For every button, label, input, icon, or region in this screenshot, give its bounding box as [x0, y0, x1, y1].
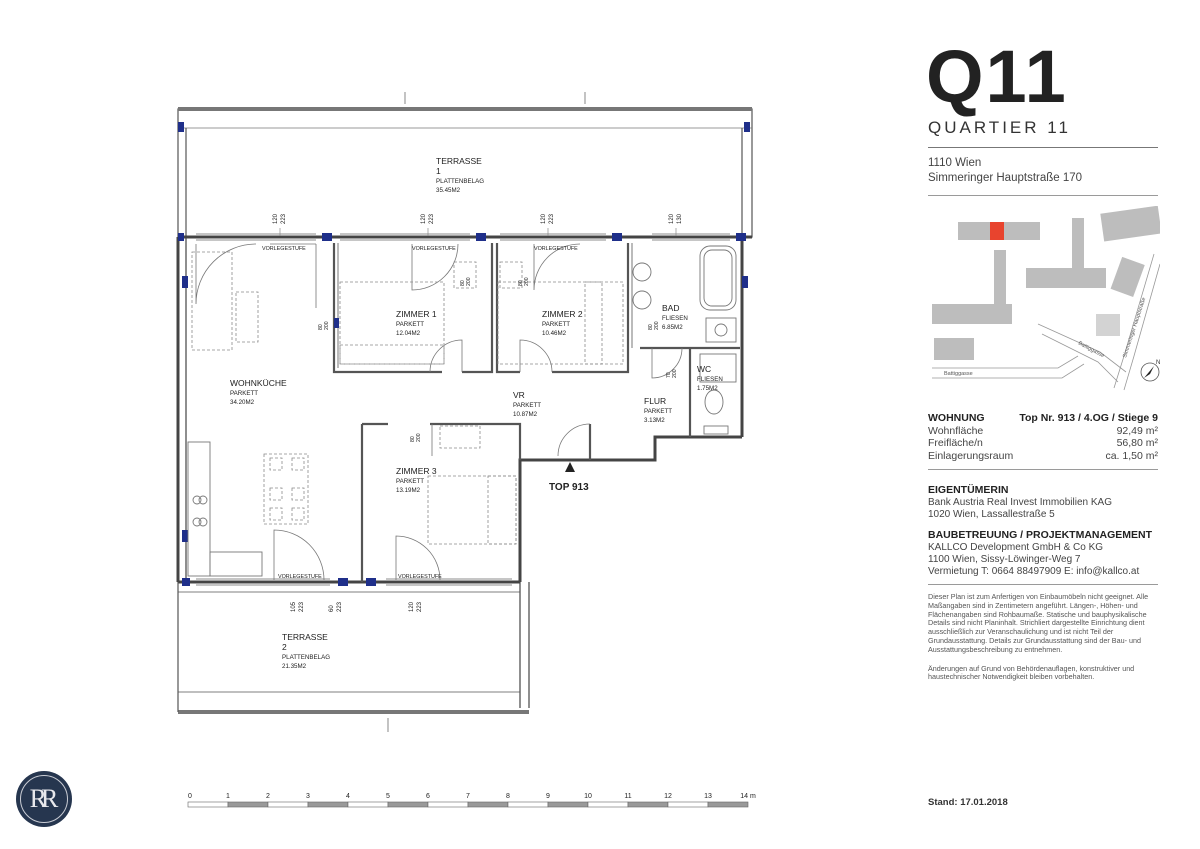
apartment-row: Freifläche/n 56,80 m²	[928, 437, 1158, 449]
room-area: 35.45M2	[436, 187, 461, 194]
scale-tick-label: 12	[664, 793, 672, 800]
owner-title: EIGENTÜMERIN	[928, 484, 1009, 496]
dim-value: 120	[421, 213, 427, 224]
step-label: VORLEGESTUFE	[412, 246, 456, 252]
room-floor: FLIESEN	[662, 315, 688, 322]
door-swings	[196, 244, 682, 580]
door-dim: 200	[654, 321, 660, 330]
scale-segment	[548, 802, 588, 807]
scale-segment	[628, 802, 668, 807]
room-floor: PARKETT	[542, 321, 571, 328]
management-line: Vermietung T: 0664 88497909 E: info@kallco.at	[928, 566, 1140, 577]
site-map-street-main: Simmeringer Hauptstraße	[1122, 296, 1148, 359]
room-area: 12.04M2	[396, 330, 421, 337]
divider	[928, 584, 1158, 585]
dim-value: 120	[541, 213, 547, 224]
scale-segment	[348, 802, 388, 807]
room-name: VR	[513, 390, 525, 400]
room-number: 2	[282, 642, 287, 652]
room-floor: PARKETT	[396, 478, 425, 485]
room-floor: PARKETT	[230, 390, 259, 397]
scale-tick-label: 10	[584, 793, 592, 800]
plan-note: Dieser Plan ist zum Anfertigen von Einbaumöbeln nicht geeignet. Alle Maßangaben sind in Zentimetern angeführt. Längen-, Höhen- und Flächenangaben sind Rohbaumaße. Statische und bauphysikalische Details sind nicht Planinhalt. Strichliert dargestellte Einrichtung dient ausschließlich zur Veranschaulichung und ist nicht Teil der Grundausstattung. Details zur Grundausstattung sind der Bau- und Ausstattungsbeschreibung zu entnehmen.	[928, 592, 1149, 654]
room-area: 21.35M2	[282, 663, 307, 670]
scale-tick-label: 5	[386, 793, 390, 800]
step-label: VORLEGESTUFE	[278, 574, 322, 580]
scale-segment	[188, 802, 228, 807]
plan-note: Änderungen auf Grund von Behördenauflagen, konstruktiver und haustechnischer Notwendigkeit bleiben vorbehalten.	[928, 663, 1135, 682]
room-name: TERRASSE	[436, 156, 482, 166]
info-panel	[926, 35, 1158, 204]
room-name: ZIMMER 1	[396, 309, 437, 319]
dim-value: 223	[417, 601, 423, 612]
address-street: Simmeringer Hauptstraße 170	[928, 172, 1083, 184]
room-area: 34.20M2	[230, 399, 255, 406]
address-city: 1110 Wien	[928, 157, 982, 169]
divider	[928, 147, 1158, 148]
scale-tick-label: 2	[266, 793, 270, 800]
room-name: ZIMMER 3	[396, 466, 437, 476]
door-dim: 80	[648, 324, 654, 330]
room-floor: PARKETT	[644, 408, 673, 415]
door-dim: 200	[466, 277, 472, 286]
site-map-street-a: Battiggasse	[944, 371, 973, 377]
door-dim: 80	[518, 280, 524, 286]
dim-value: 223	[337, 601, 343, 612]
scale-segment	[708, 802, 748, 807]
north-label: N	[1156, 360, 1160, 366]
room-name: TERRASSE	[282, 632, 328, 642]
scale-segment	[268, 802, 308, 807]
dim-value: 120	[273, 213, 279, 224]
divider	[928, 195, 1158, 196]
scale-tick-label: 13	[704, 793, 712, 800]
management-line: 1100 Wien, Sissy-Löwinger-Weg 7	[928, 554, 1081, 565]
door-dim: 80	[410, 436, 416, 442]
room-name: FLUR	[644, 396, 667, 406]
scale-segment	[428, 802, 468, 807]
scale-bar	[188, 793, 756, 807]
scale-segment	[308, 802, 348, 807]
room-name: BAD	[662, 303, 680, 313]
north-arrow-icon	[1144, 366, 1154, 378]
room-name: WOHNKÜCHE	[230, 378, 287, 388]
rr-monogram-logo: RR	[16, 771, 72, 827]
scale-segment	[228, 802, 268, 807]
room-area: 3.13M2	[644, 417, 665, 424]
scale-segment	[668, 802, 708, 807]
room-floor: PLATTENBELAG	[282, 654, 331, 661]
owner-line: 1020 Wien, Lassallestraße 5	[928, 509, 1055, 520]
door-dim: 200	[324, 321, 330, 330]
room-area: 6.85M2	[662, 324, 683, 331]
dim-value: 223	[281, 213, 287, 224]
room-floor: FLIESEN	[697, 376, 723, 383]
step-label: VORLEGESTUFE	[534, 246, 578, 252]
scale-segment	[588, 802, 628, 807]
room-number: 1	[436, 166, 441, 176]
scale-tick-label: 1	[226, 793, 230, 800]
apartment-row: Einlagerungsraum ca. 1,50 m²	[928, 449, 1158, 462]
dim-value: 120	[409, 601, 415, 612]
management-title: BAUBETREUUNG / PROJEKTMANAGEMENT	[928, 529, 1153, 541]
room-floor: PARKETT	[396, 321, 425, 328]
apartment-header: WOHNUNG Top Nr. 913 / 4.OG / Stiege 9	[928, 412, 1158, 424]
door-dim: 80	[460, 280, 466, 286]
dim-value: 105	[291, 601, 297, 612]
scale-segment	[508, 802, 548, 807]
scale-tick-label: 14 m	[740, 793, 756, 800]
room-floor: PARKETT	[513, 402, 542, 409]
owner-line: Bank Austria Real Invest Immobilien KAG	[928, 497, 1112, 508]
room-area: 1.75M2	[697, 385, 718, 392]
scale-tick-label: 7	[466, 793, 470, 800]
step-label: VORLEGESTUFE	[262, 246, 306, 252]
dim-value: 223	[429, 213, 435, 224]
management-line: KALLCO Development GmbH & Co KG	[928, 542, 1104, 553]
dimension-labels	[262, 213, 683, 612]
step-label: VORLEGESTUFE	[398, 574, 442, 580]
door-dim: 200	[672, 369, 678, 378]
scale-segment	[468, 802, 508, 807]
dim-value: 223	[549, 213, 555, 224]
room-name: WC	[697, 364, 712, 374]
divider	[928, 469, 1158, 470]
scale-tick-label: 3	[306, 793, 310, 800]
entrance-label: TOP 913	[549, 482, 589, 493]
entrance-arrow-icon	[565, 462, 575, 472]
scale-tick-label: 8	[506, 793, 510, 800]
room-area: 13.19M2	[396, 487, 421, 494]
scale-tick-label: 0	[188, 793, 192, 800]
scale-tick-label: 6	[426, 793, 430, 800]
room-floor: PLATTENBELAG	[436, 178, 485, 185]
furniture	[192, 252, 623, 544]
brand-subtitle: QUARTIER 11	[928, 118, 1071, 137]
door-dim: 200	[524, 277, 530, 286]
site-map-street-b: Battiggasse	[1077, 340, 1106, 360]
scale-segment	[388, 802, 428, 807]
dim-value: 60	[329, 605, 335, 612]
room-area: 10.46M2	[542, 330, 567, 337]
dim-value: 130	[677, 213, 683, 224]
scale-tick-label: 4	[346, 793, 350, 800]
apartment-row: Wohnfläche 92,49 m²	[928, 424, 1158, 437]
door-dim: 80	[318, 324, 324, 330]
room-name: ZIMMER 2	[542, 309, 583, 319]
site-map	[928, 206, 1160, 396]
dim-value: 120	[669, 213, 675, 224]
apartment-info	[928, 412, 1158, 682]
site-map-highlight	[990, 222, 1004, 240]
room-area: 10.87M2	[513, 411, 538, 418]
door-dim: 200	[416, 433, 422, 442]
q11-logo: Q11	[926, 35, 1068, 118]
stand-date: Stand: 17.01.2018	[928, 797, 1008, 808]
scale-tick-label: 9	[546, 793, 550, 800]
terrace-2-outline	[178, 582, 529, 732]
scale-tick-label: 11	[624, 793, 632, 800]
door-dim: 70	[666, 372, 672, 378]
dim-value: 223	[299, 601, 305, 612]
